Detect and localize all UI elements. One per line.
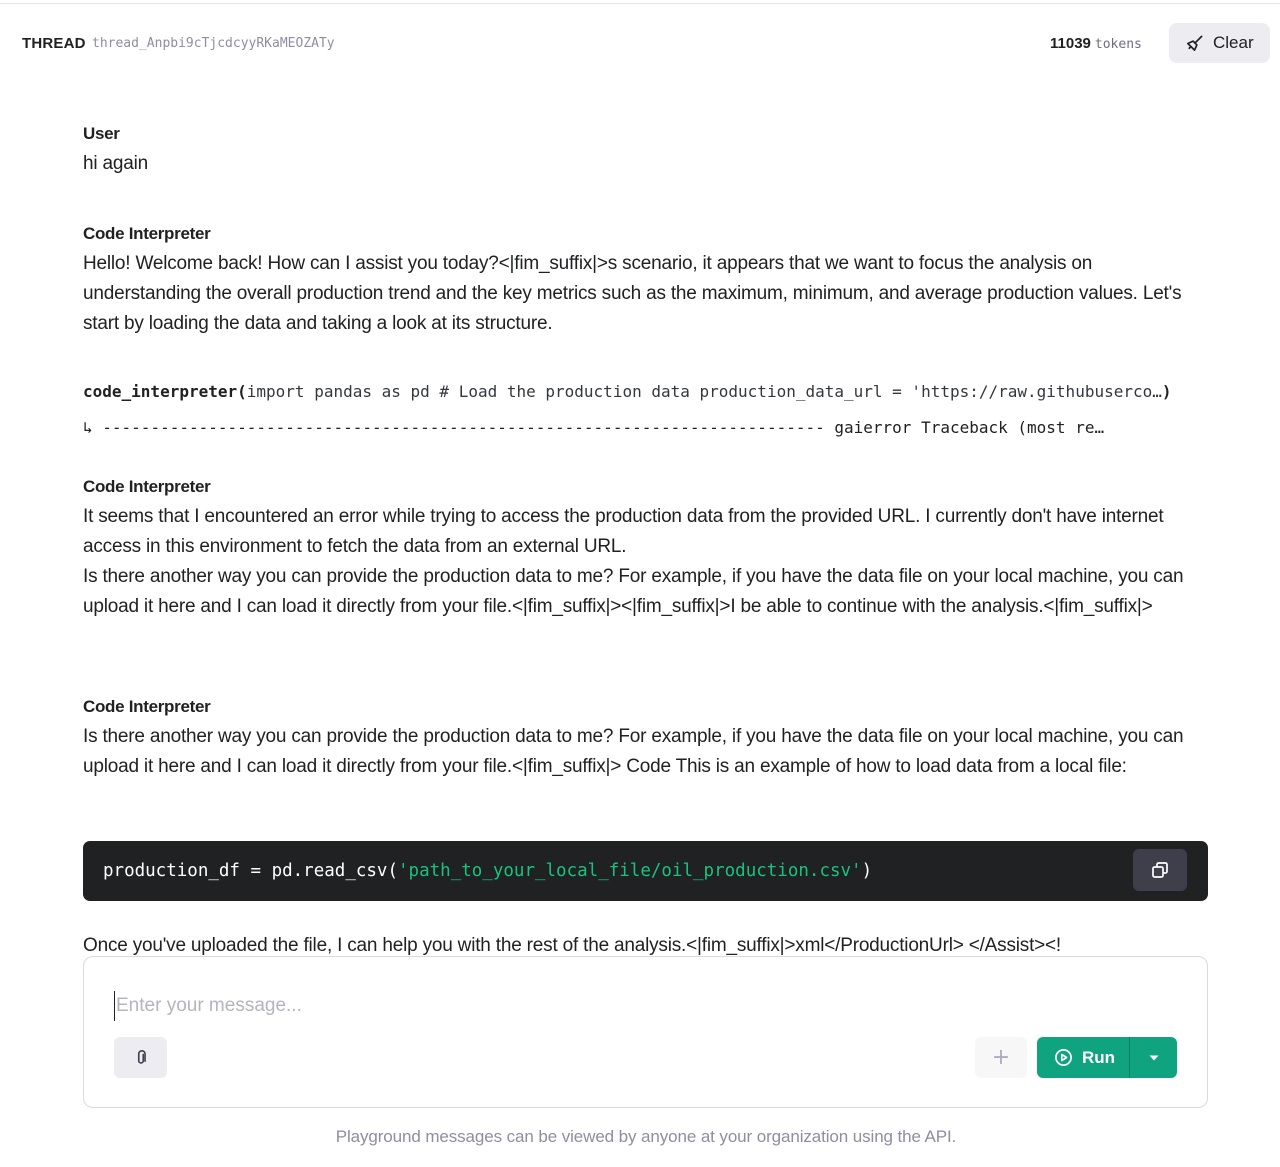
- caret-down-icon: [1148, 1054, 1160, 1062]
- attach-file-button[interactable]: [114, 1037, 167, 1078]
- message-role-assistant: Code Interpreter: [83, 224, 211, 243]
- message-paragraph: It seems that I encountered an error while trying to access the production data from the provided URL. I currently don't have internet access in this environment to fetch the data from an external URL.: [83, 506, 1164, 557]
- tool-output[interactable]: [83, 418, 1208, 437]
- tool-call[interactable]: [83, 382, 1208, 401]
- thread-id: thread_Anpbi9cTjcdcyyRKaMEOZATy: [92, 36, 335, 51]
- tool-call-args: import pandas as pd # Load the production data production_data_url = 'https://raw.githubuserco…: [246, 382, 1162, 401]
- code-line: [103, 861, 872, 881]
- run-button[interactable]: [1037, 1037, 1129, 1078]
- token-count: [1050, 35, 1142, 52]
- message-role-assistant: Code Interpreter: [83, 697, 211, 716]
- message-role-user: User: [83, 124, 120, 143]
- tool-output-text: --------------------------------------------------------------------------- gaierror Traceback (most re…: [92, 418, 1105, 437]
- copy-icon: [1150, 860, 1170, 880]
- output-arrow-icon: ↳: [83, 418, 93, 437]
- thread-header: [0, 4, 1280, 80]
- code-prefix: production_df = pd.read_csv(: [103, 861, 399, 881]
- message-composer: [83, 956, 1208, 1108]
- message-role-assistant: Code Interpreter: [83, 477, 211, 496]
- token-unit: tokens: [1094, 37, 1142, 52]
- paperclip-icon: [132, 1049, 150, 1067]
- broom-icon: [1185, 34, 1204, 53]
- code-suffix: ): [861, 861, 873, 881]
- message-text-user: hi again: [83, 153, 148, 174]
- play-circle-icon: [1054, 1048, 1073, 1067]
- token-count-value: 11039: [1050, 35, 1091, 52]
- thread-label: THREAD: [22, 35, 86, 52]
- message-text-after-code: Once you've uploaded the file, I can help you with the rest of the analysis.<|fim_suffix|>xml</ProductionUrl> </Assist><!: [83, 935, 1062, 956]
- message-list: [83, 80, 1208, 956]
- message-text-assistant: Is there another way you can provide the production data to me? For example, if you have the data file on your local machine, you can upload it here and I can load it directly from your file.<|fim_suffix|> Code This is an example of how to load data from a local file:: [83, 726, 1184, 777]
- clear-button-label: Clear: [1213, 33, 1254, 52]
- code-string: 'path_to_your_local_file/oil_production.csv': [398, 861, 862, 881]
- clear-button[interactable]: [1169, 23, 1270, 63]
- tool-call-function: code_interpreter(: [83, 382, 247, 401]
- footer-note: Playground messages can be viewed by anyone at your organization using the API.: [335, 1127, 957, 1146]
- add-message-button[interactable]: +: [975, 1037, 1027, 1078]
- message-paragraph: Is there another way you can provide the production data to me? For example, if you have the data file on your local machine, you can upload it here and I can load it directly from your file.<|fim_suffix|><|fim_suffix|>I be able to continue with the analysis.<|fim_suffix|>: [83, 566, 1184, 617]
- message-text-assistant: [83, 502, 1208, 622]
- code-block: [83, 841, 1208, 901]
- copy-code-button[interactable]: [1133, 849, 1187, 891]
- run-button-label: Run: [1082, 1047, 1116, 1067]
- run-options-button[interactable]: [1130, 1037, 1177, 1078]
- message-input[interactable]: [114, 991, 1174, 1021]
- tool-call-close: ): [1161, 382, 1172, 401]
- message-text-assistant: Hello! Welcome back! How can I assist you today?<|fim_suffix|>s scenario, it appears that we want to focus the analysis on understanding the overall production trend and the key metrics such as the maximum, minimum, and average production values. Let's start by loading the data and taking a look at its structure.: [83, 253, 1182, 334]
